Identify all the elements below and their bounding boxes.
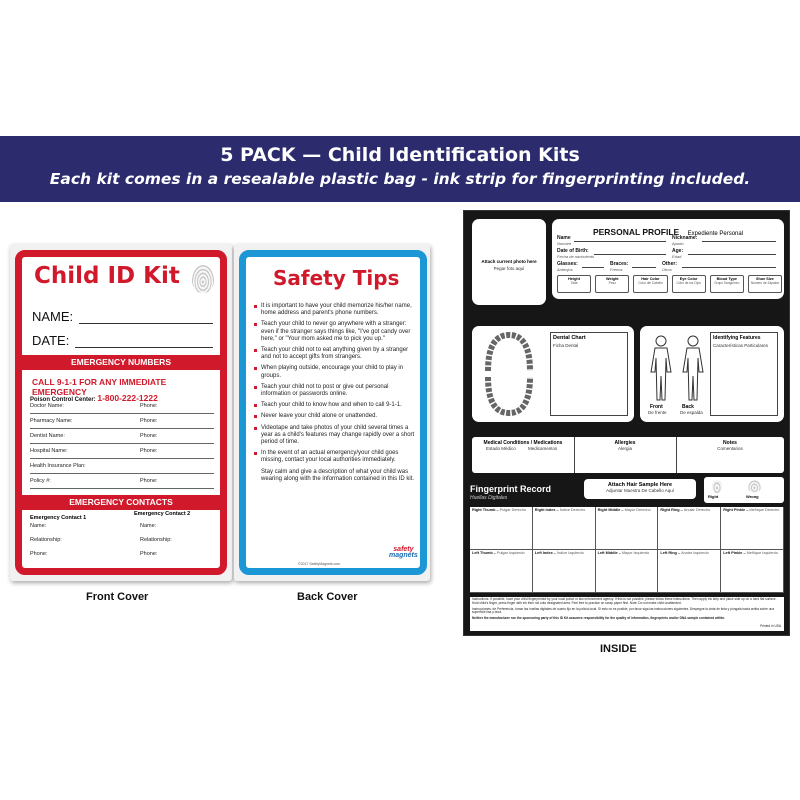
name-field	[32, 309, 213, 324]
row-label: Dentist Name:	[30, 433, 65, 439]
profile-title: PERSONAL PROFILE	[592, 227, 680, 237]
finger-cell: Left Thumb – Pulgar Izquierdo	[470, 550, 533, 593]
finger-cell: Right Ring – Anular Derecho	[658, 507, 721, 550]
finger-cell: Right Index – Índice Derecho	[533, 507, 596, 550]
contact-name-label: Name:	[30, 523, 47, 529]
finger-label: Left Pinkie	[723, 551, 743, 555]
row-phone-label: Phone:	[140, 418, 158, 424]
finger-label-es: Mayor Izquierdo	[621, 551, 650, 555]
front-cover-card	[10, 244, 232, 581]
medical-es: Estado Médico	[486, 446, 516, 451]
finger-label: Left Index	[534, 551, 553, 555]
trait-label-es: Talla	[570, 281, 578, 285]
trait-cell	[672, 275, 706, 293]
instructions-en: Instructions: If possible, have your child fingerprinted by your local police or law enforcement agency. If this is not possible, please follow these instructions: Then apply ink strip and place side up on a hard flat surface. Hold child's finger, press finger with ink then roll onto designated area. Feel free to practice on scrap paper first. Note: Do not make child unattended.	[472, 597, 777, 605]
dental-chart-box	[472, 326, 634, 422]
trait-cell	[710, 275, 744, 293]
trait-label: Blood Type	[716, 277, 737, 281]
finger-cell: Right Thumb – Pulgar Derecho	[470, 507, 533, 550]
safety-tip: When playing outside, encourage your child to play in groups.	[254, 365, 418, 379]
emergency-contacts-bar: EMERGENCY CONTACTS	[22, 495, 220, 510]
contact-row-phone	[30, 551, 214, 562]
row-phone-label: Phone:	[140, 403, 158, 409]
date-label: DATE:	[32, 333, 70, 348]
safety-tips-list	[254, 303, 418, 487]
trait-cell	[595, 275, 629, 293]
contact-relationship-label: Relationship:	[30, 537, 62, 543]
fingerprint-right-icon	[712, 480, 722, 493]
finger-label: Left Middle	[597, 551, 618, 555]
finger-label: Right Middle	[597, 508, 621, 512]
hair-label: Attach Hair Sample Here	[607, 482, 673, 488]
body-outline-icon	[646, 334, 708, 404]
front-info-row	[30, 433, 214, 444]
poison-control	[30, 393, 158, 403]
finger-label-es: Meñique Izquierdo	[746, 551, 778, 555]
safety-tip: Videotape and take photos of your child several times a year as a child's features may change rapidly over a short period of time.	[254, 425, 418, 447]
row-phone-label: Phone:	[140, 448, 158, 454]
pp-age: Age: Edad	[672, 248, 684, 259]
medical-box	[472, 437, 784, 473]
fingerprint-title-es: Huellas Digitales	[470, 495, 508, 501]
finger-label: Right Thumb	[472, 508, 496, 512]
finger-cell: Right Middle – Mayor Derecho	[596, 507, 659, 550]
emergency-numbers-bar: EMERGENCY NUMBERS	[22, 355, 220, 370]
features-title: Identifying Features	[713, 335, 761, 341]
front-info-row	[30, 463, 214, 474]
pp-name: Name Nombre	[557, 235, 572, 246]
front-label: Front	[650, 404, 663, 410]
finger-label-es: Anular Derecho	[683, 508, 711, 512]
contact-row-relationship	[30, 537, 214, 548]
contact1-heading: Emergency Contact 1	[30, 515, 87, 521]
safety-tip: It is important to have your child memorize his/her name, home address and parent's phone numbers.	[254, 303, 418, 317]
trait-label-es: Color de los Ojos	[676, 281, 701, 285]
contact-row-name	[30, 523, 214, 534]
contact-phone-label: Phone:	[30, 551, 48, 557]
dental-title-es: Ficha Dental	[553, 343, 579, 348]
row-label: Policy #:	[30, 478, 51, 484]
caption-inside: INSIDE	[600, 643, 637, 655]
pp-other: Other: Otros	[662, 261, 677, 272]
front-cover-frame	[15, 250, 227, 575]
wrong-label: Wrong	[746, 494, 759, 499]
photo-label-es: Pegar foto aquí	[493, 266, 525, 271]
finger-label: Right Pinkie	[723, 508, 746, 512]
front-info-row	[30, 448, 214, 459]
banner-subtitle: Each kit comes in a resealable plastic bag - ink strip for fingerprinting included.	[49, 170, 751, 188]
back-cover-card	[234, 244, 430, 581]
safety-tip: Never leave your child alone or unattended.	[254, 413, 418, 420]
fingerprint-icon	[192, 265, 214, 293]
trait-label: Weight	[605, 277, 619, 281]
pp-glasses: Glasses: Anteojos	[557, 261, 578, 272]
back-label: Back	[682, 404, 694, 410]
call-911-text: CALL 9-1-1 FOR ANY IMMEDIATE EMERGENCY	[32, 377, 167, 397]
finger-label-es: Mayor Derecho	[624, 508, 651, 512]
fingerprint-grid	[470, 507, 784, 593]
copyright: ©2017 SafetyMagnets.com	[298, 562, 341, 566]
finger-label: Left Thumb	[472, 551, 493, 555]
instructions-es: Instrucciones: de Preferencia, tomar las huellas digitales de cuarto fijo en la policía local. Si esto no es posible, por favor siga las instrucciones siguientes. Despegue la cinta de tinta y póngala hacia arriba sobre una superficie lisa y dura.	[472, 606, 775, 615]
finger-cell: Left Index – Índice Izquierdo	[533, 550, 596, 593]
finger-label-es: Anular Izquierdo	[681, 551, 709, 555]
traits-row	[557, 275, 782, 293]
safety-tip: Teach your child not to eat anything given by a stranger and not to accept gifts from strangers.	[254, 347, 418, 361]
profile-title-es: Expediente Personal	[687, 231, 744, 237]
trait-cell	[557, 275, 591, 293]
pp-braces: Braces: Frenos	[610, 261, 629, 272]
notes-es: Comentarios	[717, 446, 743, 451]
instructions-panel	[470, 597, 784, 631]
finger-cell: Left Middle – Mayor Izquierdo	[596, 550, 659, 593]
allergies-title: Allergies	[614, 440, 636, 446]
row-label: Doctor Name:	[30, 403, 64, 409]
caption-back: Back Cover	[297, 591, 358, 603]
safety-tips-title: Safety Tips	[273, 266, 400, 290]
kit-title: Child ID Kit	[34, 263, 180, 289]
trait-label-es: Número de Zapatos	[750, 281, 780, 285]
contact2-name-label: Name:	[140, 523, 157, 529]
logo-top: safety	[393, 546, 414, 553]
front-label-es: De frente	[648, 410, 667, 415]
printed-in: Printed in USA	[760, 624, 781, 629]
trait-label-es: Peso	[608, 281, 616, 285]
banner-title: 5 PACK — Child Identification Kits	[220, 144, 580, 166]
finger-cell: Left Ring – Anular Izquierdo	[658, 550, 721, 593]
safety-tip-closing: Stay calm and give a description of what your child was wearing along with the information contained in this ID kit.	[261, 468, 415, 482]
name-label: NAME:	[32, 309, 74, 324]
right-label: Right	[708, 494, 719, 499]
notes-title: Notes	[723, 440, 737, 446]
finger-label: Right Ring	[660, 508, 680, 512]
poison-label: Poison Control Center:	[30, 397, 96, 403]
trait-label: Height	[568, 277, 580, 281]
caption-front: Front Cover	[86, 591, 149, 603]
photo-label: Attach current photo here	[481, 259, 537, 264]
row-phone-label: Phone:	[140, 433, 158, 439]
finger-label-es: Índice Derecho	[559, 508, 586, 512]
contact2-relationship-label: Relationship:	[140, 537, 172, 543]
front-info-row	[30, 478, 214, 489]
finger-label-es: Meñique Derecho	[749, 508, 780, 512]
back-cover-frame	[239, 250, 427, 575]
disclaimer: Neither the manufacturer nor the sponsoring party of this ID Kit assumes responsibility for the quality of information, fingerprints and/or DNA sample contained within.	[472, 616, 726, 621]
photo-box	[472, 219, 546, 305]
trait-cell	[633, 275, 667, 293]
finger-cell: Left Pinkie – Meñique Izquierdo	[721, 550, 784, 593]
poison-number: 1-800-222-1222	[97, 393, 158, 403]
finger-label-es: Pulgar Derecho	[499, 508, 527, 512]
dental-notes-area	[550, 332, 628, 416]
finger-cell: Right Pinkie – Meñique Derecho	[721, 507, 784, 550]
row-label: Hospital Name:	[30, 448, 68, 454]
contact2-heading: Emergency Contact 2	[134, 511, 191, 517]
teeth-diagram	[478, 331, 540, 417]
personal-profile-box	[552, 219, 784, 299]
right-wrong-example	[704, 477, 784, 503]
hair-label-es: Adjuntar Muestra De Cabello Aquí	[605, 488, 675, 493]
safety-tip: In the event of an actual emergency/your child goes missing, contact your local authorities immediately.	[254, 450, 418, 464]
safety-tip: Teach your child to know how and when to call 9-1-1.	[254, 402, 418, 409]
header-banner	[0, 136, 800, 202]
identifying-features-box	[640, 326, 784, 422]
trait-label: Hair Color	[641, 277, 660, 281]
allergies-es: Alergia	[617, 446, 632, 451]
row-label: Health Insurance Plan:	[30, 463, 86, 469]
front-info-row	[30, 403, 214, 414]
row-phone-label: Phone:	[140, 478, 158, 484]
row-label: Pharmacy Name:	[30, 418, 73, 424]
finger-label-es: Pulgar Izquierdo	[496, 551, 525, 555]
contact2-phone-label: Phone:	[140, 551, 158, 557]
hair-sample-box	[584, 479, 696, 499]
trait-cell	[748, 275, 782, 293]
trait-label-es: Grupo Sanguíneo	[714, 281, 740, 285]
medical-es2: Medicamentos	[528, 446, 558, 451]
front-info-row	[30, 418, 214, 429]
finger-label-es: Índice Izquierdo	[556, 551, 584, 555]
dental-title: Dental Chart	[553, 335, 586, 341]
features-title-es: Características Particulares	[713, 343, 769, 348]
fingerprint-wrong-icon	[748, 480, 761, 493]
logo-bottom: magnets	[389, 552, 418, 559]
trait-label-es: Color del Cabello	[638, 281, 663, 285]
trait-label: Shoe Size	[755, 277, 774, 281]
finger-label: Right Index	[534, 508, 556, 512]
date-field	[32, 333, 213, 348]
medical-title: Medical Conditions / Medications	[483, 440, 563, 446]
trait-label: Eye Color	[679, 277, 698, 281]
safety-tip: Teach your child to never go anywhere with a stranger: even if the stranger says things like, "I've got candy over here," or "Your mom asked me to pick you up."	[254, 321, 418, 343]
pp-dob: Date of Birth: Fecha de nacimiento	[557, 248, 595, 259]
back-label-es: De espalda	[680, 410, 703, 415]
finger-label: Left Ring	[660, 551, 677, 555]
safety-magnets-logo	[389, 547, 418, 559]
safety-tip: Teach your child not to post or give out personal information or passwords online.	[254, 384, 418, 398]
pp-nickname: Nickname: Apodo	[672, 235, 698, 246]
features-notes-area	[710, 332, 778, 416]
fingerprint-title: Fingerprint Record	[470, 484, 552, 494]
inside-spread	[463, 210, 790, 636]
